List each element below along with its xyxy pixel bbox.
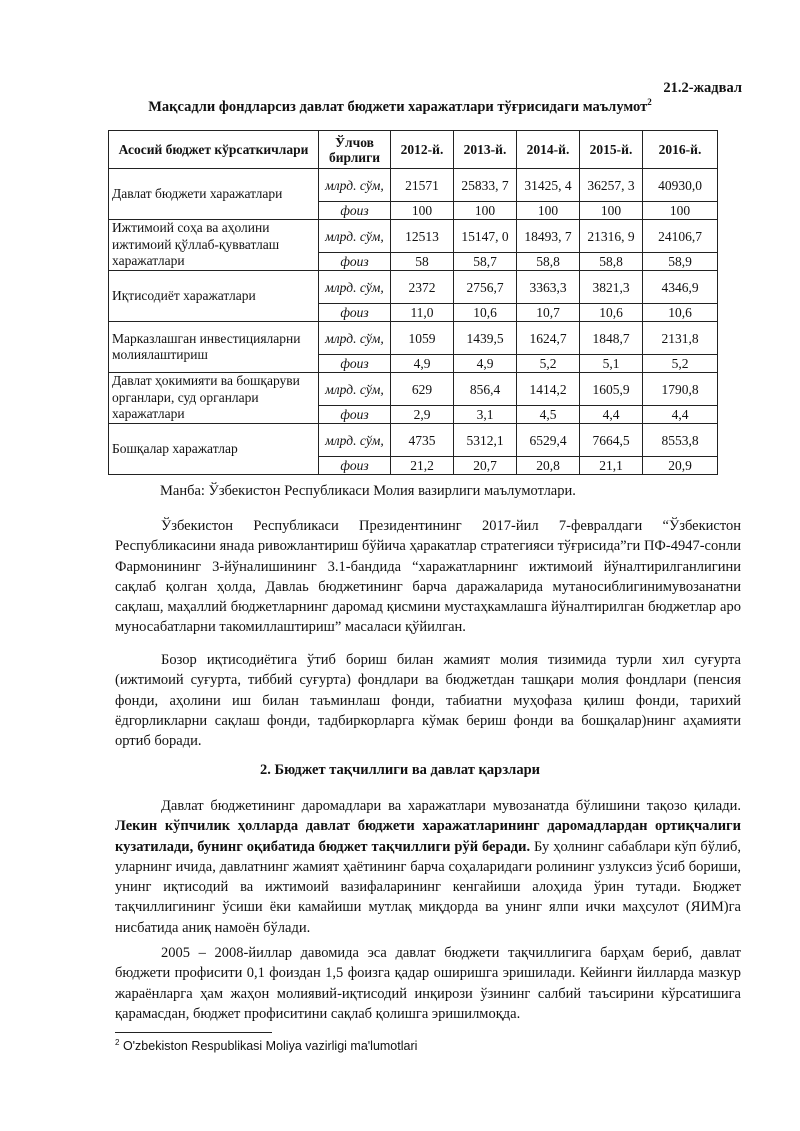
row-indicator: Иқтисодиёт харажатлари <box>109 271 319 322</box>
cell-value: 58,8 <box>580 253 643 271</box>
row-unit: млрд. сўм, <box>319 169 391 202</box>
row-indicator: Давлат бюджети харажатлари <box>109 169 319 220</box>
row-unit: фоиз <box>319 457 391 475</box>
cell-value: 31425, 4 <box>517 169 580 202</box>
footnote-divider <box>115 1032 272 1033</box>
cell-value: 4346,9 <box>643 271 718 304</box>
table-row <box>109 220 718 253</box>
cell-value: 11,0 <box>391 304 454 322</box>
paragraph-3-part1: Давлат бюджетининг даромадлари ва харажатлари мувозанатда бўлишини тақозо қилади. <box>161 798 741 814</box>
cell-value: 58 <box>391 253 454 271</box>
cell-value: 10,6 <box>643 304 718 322</box>
cell-value: 10,6 <box>580 304 643 322</box>
cell-value: 1414,2 <box>517 373 580 406</box>
cell-value: 12513 <box>391 220 454 253</box>
cell-value: 10,7 <box>517 304 580 322</box>
paragraph-3-part2: Бу ҳолнинг сабаблари кўп бўлиб, уларнинг ичида, давлатнинг жамият ҳаётининг барча соҳаларидаги ролининг узлуксиз ўсиб бориши, унинг иқтисодий ва ижтимоий вазифаларининг кенгайиши алоҳида ўрин тутади. Бюджет тақчиллигининг ўсиши ёки камайиши мутлақ миқдорда ва унинг ялпи ички маҳсулот (ЯИМ)га нисбатида аниқ намоён бўлади. <box>115 838 742 936</box>
row-unit: млрд. сўм, <box>319 322 391 355</box>
cell-value: 21316, 9 <box>580 220 643 253</box>
cell-value: 1848,7 <box>580 322 643 355</box>
paragraph-3-text <box>115 796 741 938</box>
cell-value: 20,8 <box>517 457 580 475</box>
table-row <box>109 169 718 202</box>
cell-value: 100 <box>517 202 580 220</box>
cell-value: 1605,9 <box>580 373 643 406</box>
cell-value: 8553,8 <box>643 424 718 457</box>
cell-value: 4,4 <box>643 406 718 424</box>
section-heading: 2. Бюджет тақчиллиги ва давлат қарзлари <box>260 762 540 778</box>
row-unit: фоиз <box>319 304 391 322</box>
header-year: 2015-й. <box>580 131 643 169</box>
row-unit: млрд. сўм, <box>319 424 391 457</box>
cell-value: 7664,5 <box>580 424 643 457</box>
footnote-mark: 2 <box>115 1038 120 1047</box>
cell-value: 2131,8 <box>643 322 718 355</box>
cell-value: 58,7 <box>454 253 517 271</box>
row-indicator: Ижтимоий соҳа ва аҳолини ижтимоий қўллаб-қувватлаш харажатлари <box>109 220 319 271</box>
cell-value: 3821,3 <box>580 271 643 304</box>
footnote <box>115 1038 417 1053</box>
row-unit: фоиз <box>319 355 391 373</box>
cell-value: 18493, 7 <box>517 220 580 253</box>
table-title-text: Мақсадли фондларсиз давлат бюджети харажатлари тўғрисидаги маълумот <box>148 98 648 115</box>
table-row <box>109 373 718 406</box>
budget-table <box>108 130 718 475</box>
cell-value: 15147, 0 <box>454 220 517 253</box>
header-year: 2014-й. <box>517 131 580 169</box>
cell-value: 25833, 7 <box>454 169 517 202</box>
paragraph-1-text: Ўзбекистон Республикаси Президентининг 2017-йил 7-февралдаги “Ўзбекистон Республикасини янада ривожлантириш бўйича ҳаракатлар стратегияси тўғрисида”ги ПФ-4947-сонли Фармонининг 3-йўналишининг 3.1-бандида “харажатларнинг ижтимоий йўналтирилганлигини сақлаб қолган ҳолда, Давлаь бюджетининг барча даражаларида мутаносиблигинимувозанатни сақлаш, маҳаллий бюджетларнинг даромад қисмини мустаҳкамлашга йўналтирилган бюджетлар аро муносабатларни такомиллаштириш” масаласи қўйилган. <box>115 518 741 636</box>
cell-value: 21,2 <box>391 457 454 475</box>
cell-value: 20,9 <box>643 457 718 475</box>
cell-value: 5312,1 <box>454 424 517 457</box>
table-title <box>0 97 800 116</box>
table-row <box>109 424 718 457</box>
cell-value: 2,9 <box>391 406 454 424</box>
cell-value: 1439,5 <box>454 322 517 355</box>
cell-value: 629 <box>391 373 454 406</box>
paragraph-1 <box>115 516 741 638</box>
cell-value: 5,2 <box>517 355 580 373</box>
paragraph-3 <box>115 796 741 938</box>
row-unit: млрд. сўм, <box>319 220 391 253</box>
cell-value: 100 <box>643 202 718 220</box>
cell-value: 2372 <box>391 271 454 304</box>
header-indicator: Асосий бюджет кўрсаткичлари <box>109 131 319 169</box>
cell-value: 4735 <box>391 424 454 457</box>
cell-value: 856,4 <box>454 373 517 406</box>
header-year: 2016-й. <box>643 131 718 169</box>
cell-value: 24106,7 <box>643 220 718 253</box>
cell-value: 6529,4 <box>517 424 580 457</box>
cell-value: 100 <box>391 202 454 220</box>
cell-value: 21,1 <box>580 457 643 475</box>
cell-value: 100 <box>454 202 517 220</box>
cell-value: 1790,8 <box>643 373 718 406</box>
cell-value: 4,5 <box>517 406 580 424</box>
row-unit: фоиз <box>319 253 391 271</box>
cell-value: 58,8 <box>517 253 580 271</box>
footnote-reference: 2 <box>647 97 652 107</box>
cell-value: 2756,7 <box>454 271 517 304</box>
cell-value: 5,1 <box>580 355 643 373</box>
paragraph-2-text: Бозор иқтисодиётига ўтиб бориш билан жамият молия тизимида турли хил суғурта (ижтимоий суғурта, тиббий суғурта) фондлари ва бюджетдан ташқари молия фондлари (пенсия фонди, аҳолини иш билан таъминлаш фонди, табиатни муҳофаза қилиш фонди, тарихий ёдгорликларни сақлаш фонди, тадбиркорларга кўмак бериш фонди ва бошқалар)нинг аҳамияти ортиб боради. <box>115 652 741 750</box>
row-unit: фоиз <box>319 406 391 424</box>
cell-value: 1624,7 <box>517 322 580 355</box>
footnote-text: O'zbekiston Respublikasi Moliya vazirligi ma'lumotlari <box>122 1039 418 1054</box>
cell-value: 1059 <box>391 322 454 355</box>
paragraph-2 <box>115 650 741 751</box>
table-label: 21.2-жадвал <box>663 80 742 96</box>
header-year: 2013-й. <box>454 131 517 169</box>
cell-value: 5,2 <box>643 355 718 373</box>
row-indicator: Марказлашган инвестицияларни молиялаштириш <box>109 322 319 373</box>
cell-value: 100 <box>580 202 643 220</box>
row-unit: фоиз <box>319 202 391 220</box>
table-source: Манба: Ўзбекистон Республикаси Молия вазирлиги маълумотлари. <box>160 483 576 499</box>
row-indicator: Давлат ҳокимияти ва бошқаруви органлари, суд органлари харажатлари <box>109 373 319 424</box>
cell-value: 20,7 <box>454 457 517 475</box>
table-row <box>109 322 718 355</box>
cell-value: 3,1 <box>454 406 517 424</box>
header-year: 2012-й. <box>391 131 454 169</box>
cell-value: 58,9 <box>643 253 718 271</box>
cell-value: 36257, 3 <box>580 169 643 202</box>
cell-value: 3363,3 <box>517 271 580 304</box>
cell-value: 4,4 <box>580 406 643 424</box>
table-row <box>109 271 718 304</box>
row-indicator: Бошқалар харажатлар <box>109 424 319 475</box>
row-unit: млрд. сўм, <box>319 373 391 406</box>
cell-value: 40930,0 <box>643 169 718 202</box>
table-header-row <box>109 131 718 169</box>
paragraph-4-text: 2005 – 2008-йиллар давомида эса давлат бюджети тақчиллигига барҳам бериб, давлат бюджети профисити 0,1 фоиздан 1,5 фоизга қадар оширишга эришилади. Кейинги йилларда мазкур жараёнларга ҳам жаҳон молиявий-иқтисодий инқирози ўзининг салбий таъсирини кўрсатишига қарамасдан, бюджет профиситини сақлаб қолишга эришилмоқда. <box>115 945 741 1022</box>
cell-value: 4,9 <box>454 355 517 373</box>
paragraph-3-bold: Лекин кўпчилик ҳолларда давлат бюджети харажатларининг даромадлардан ортиқчалиги кузатилади, бунинг оқибатида бюджет тақчиллиги рўй беради. <box>115 818 741 855</box>
paragraph-4 <box>115 943 741 1024</box>
cell-value: 4,9 <box>391 355 454 373</box>
header-unit: Ўлчов бирлиги <box>319 131 391 169</box>
cell-value: 10,6 <box>454 304 517 322</box>
cell-value: 21571 <box>391 169 454 202</box>
row-unit: млрд. сўм, <box>319 271 391 304</box>
